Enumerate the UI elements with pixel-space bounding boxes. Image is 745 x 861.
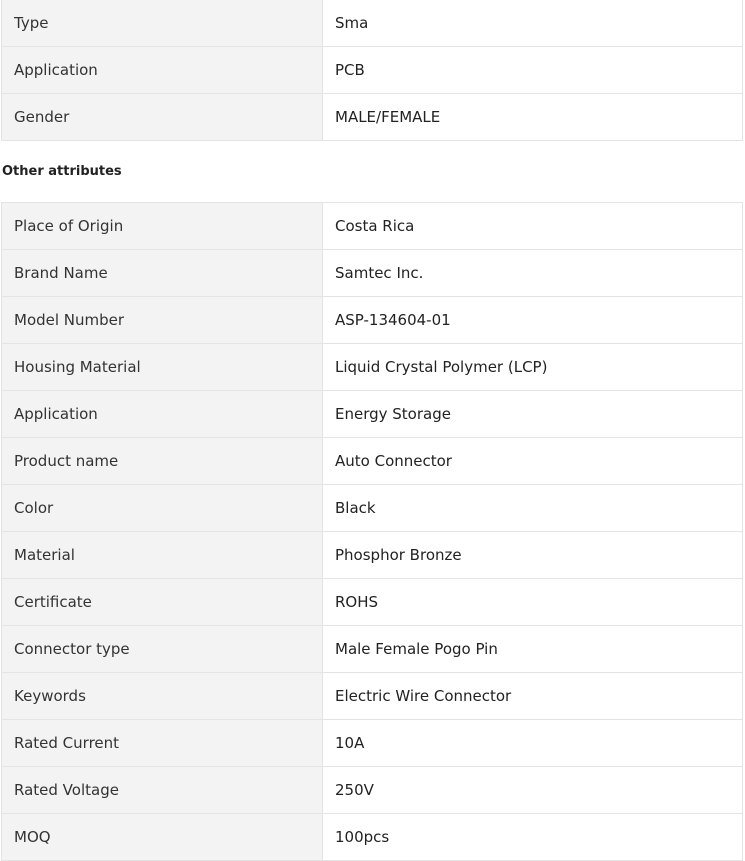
table-row: [2, 94, 743, 141]
attribute-key: Brand Name: [2, 250, 323, 297]
table-row: [2, 720, 743, 767]
attribute-value: Energy Storage: [323, 391, 743, 438]
table-row: [2, 626, 743, 673]
attribute-value: 100pcs: [323, 814, 743, 861]
attribute-key: Rated Current: [2, 720, 323, 767]
attribute-value: Auto Connector: [323, 438, 743, 485]
attribute-value: Black: [323, 485, 743, 532]
attribute-key: Rated Voltage: [2, 767, 323, 814]
attribute-value: Liquid Crystal Polymer (LCP): [323, 344, 743, 391]
table-row: [2, 579, 743, 626]
table-row: [2, 391, 743, 438]
table-row: [2, 673, 743, 720]
table-row: [2, 532, 743, 579]
table-row: [2, 344, 743, 391]
attribute-value: ROHS: [323, 579, 743, 626]
attribute-key: MOQ: [2, 814, 323, 861]
attribute-value: Male Female Pogo Pin: [323, 626, 743, 673]
attribute-value: 10A: [323, 720, 743, 767]
table-row: [2, 297, 743, 344]
attribute-key: Connector type: [2, 626, 323, 673]
key-attributes-table: [1, 0, 743, 141]
attribute-key: Application: [2, 391, 323, 438]
attribute-key: Place of Origin: [2, 203, 323, 250]
table-row: [2, 47, 743, 94]
attribute-key: Certificate: [2, 579, 323, 626]
table-row: [2, 485, 743, 532]
attribute-value: Costa Rica: [323, 203, 743, 250]
attribute-value: Sma: [323, 0, 743, 47]
attribute-key: Application: [2, 47, 323, 94]
attribute-key: Housing Material: [2, 344, 323, 391]
attribute-key: Model Number: [2, 297, 323, 344]
attribute-value: Electric Wire Connector: [323, 673, 743, 720]
table-row: [2, 767, 743, 814]
table-row: [2, 250, 743, 297]
attribute-value: PCB: [323, 47, 743, 94]
attribute-key: Material: [2, 532, 323, 579]
attribute-key: Type: [2, 0, 323, 47]
section-heading-other-attributes: Other attributes: [2, 164, 122, 179]
attribute-value: Samtec Inc.: [323, 250, 743, 297]
table-row: [2, 203, 743, 250]
attribute-value: ASP-134604-01: [323, 297, 743, 344]
attribute-value: 250V: [323, 767, 743, 814]
attribute-key: Keywords: [2, 673, 323, 720]
table-row: [2, 0, 743, 47]
attribute-key: Color: [2, 485, 323, 532]
attribute-value: Phosphor Bronze: [323, 532, 743, 579]
table-row: [2, 814, 743, 861]
table-row: [2, 438, 743, 485]
other-attributes-table: [1, 202, 743, 861]
attribute-value: MALE/FEMALE: [323, 94, 743, 141]
attribute-key: Product name: [2, 438, 323, 485]
attribute-key: Gender: [2, 94, 323, 141]
